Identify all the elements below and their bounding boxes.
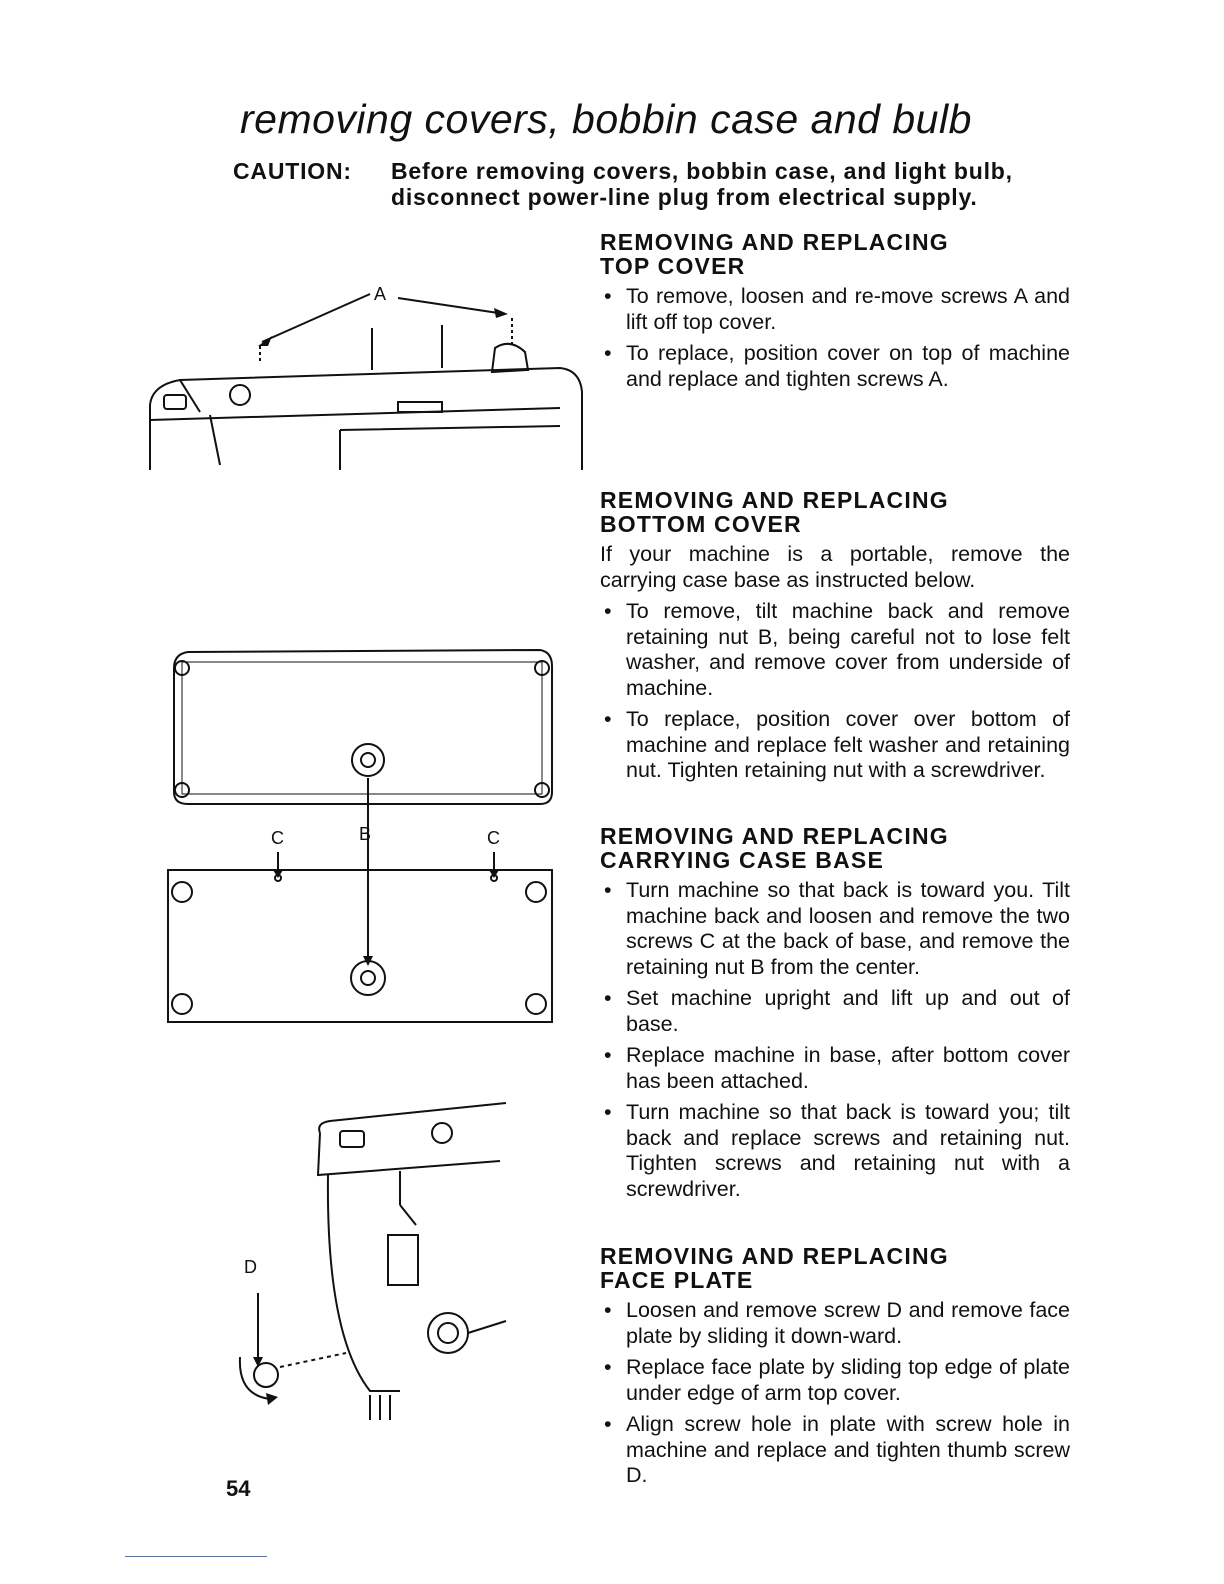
face-plate-illustration <box>230 1095 520 1425</box>
label-d: D <box>244 1257 257 1277</box>
section-heading: REMOVING AND REPLACING TOP COVER <box>600 229 949 279</box>
caution-text: Before removing covers, bobbin case, and light bulb, disconnect power-line plug from electrical supply. <box>391 158 1013 210</box>
list-item: • Replace machine in base, after bottom cover has been attached. <box>600 1043 1070 1094</box>
bullet-list <box>600 1298 1070 1489</box>
page-title: removing covers, bobbin case and bulb <box>240 96 972 142</box>
list-item: • To replace, position cover on top of machine and replace and tighten screws A. <box>600 341 1070 392</box>
section-face-plate <box>600 1244 1070 1495</box>
footer-rule <box>125 1556 267 1557</box>
list-item: • Align screw hole in plate with screw hole in machine and replace and tighten thumb screw D. <box>600 1412 1070 1489</box>
list-item: • Turn machine so that back is toward you. Tilt machine back and loosen and remove the two screws C at the back of base, and remove the retaining nut B from the center. <box>600 878 1070 980</box>
section-heading: REMOVING AND REPLACING BOTTOM COVER <box>600 487 949 537</box>
bullet-list <box>600 599 1070 784</box>
label-b: B <box>359 824 372 844</box>
list-item: • To remove, tilt machine back and remove retaining nut B, being careful not to lose felt washer, and remove cover from underside of machine. <box>600 599 1070 701</box>
section-heading: REMOVING AND REPLACING CARRYING CASE BASE <box>600 823 949 873</box>
page-number: 54 <box>226 1476 251 1501</box>
caution-label: CAUTION: <box>233 158 352 184</box>
label-c-right: C <box>487 828 500 848</box>
section-top-cover <box>600 230 1070 398</box>
list-item: • To replace, position cover over bottom of machine and replace felt washer and retaining nut. Tighten retaining nut with a screwdriver. <box>600 707 1070 784</box>
list-item: • Set machine upright and lift up and out of base. <box>600 986 1070 1037</box>
bottom-cover-illustration <box>160 640 570 1030</box>
section-heading: REMOVING AND REPLACING FACE PLATE <box>600 1243 949 1293</box>
section-intro: If your machine is a portable, remove the carrying case base as instructed below. <box>600 542 1070 592</box>
bullet-list <box>600 284 1070 392</box>
section-carrying-case-base <box>600 824 1070 1208</box>
label-c-left: C <box>271 828 284 848</box>
label-a: A <box>374 284 387 304</box>
list-item: • To remove, loosen and re-move screws A and lift off top cover. <box>600 284 1070 335</box>
list-item: • Loosen and remove screw D and remove face plate by sliding it down-ward. <box>600 1298 1070 1349</box>
list-item: • Replace face plate by sliding top edge of plate under edge of arm top cover. <box>600 1355 1070 1406</box>
bullet-list <box>600 878 1070 1202</box>
list-item: • Turn machine so that back is toward you; tilt back and replace screws and retaining nut. Tighten screws and retaining nut with a screwdriver. <box>600 1100 1070 1202</box>
top-cover-illustration <box>140 280 600 480</box>
section-bottom-cover <box>600 488 1070 790</box>
